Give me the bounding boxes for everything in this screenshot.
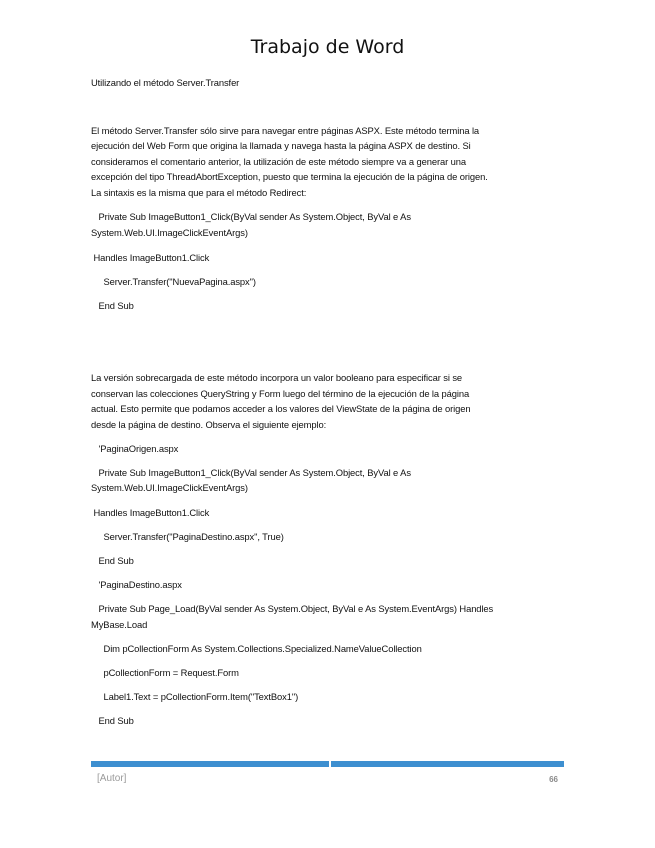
paragraph-2-line-3: actual. Esto permite que podamos acceder a los valores del ViewState de la página de origen — [91, 403, 471, 414]
paragraph-2-line-2: conservan las colecciones QueryString y Form luego del término de la ejecución de la página — [91, 388, 470, 399]
code2-dim: Dim pCollectionForm As System.Collections.Specialized.NameValueCollection — [91, 643, 422, 654]
code2-transfer: Server.Transfer("PaginaDestino.aspx", True) — [91, 531, 284, 542]
paragraph-1-line-3: consideramos el comentario anterior, la utilización de este método siempre va a generar una — [91, 156, 466, 167]
code2-end-sub: End Sub — [91, 555, 134, 566]
paragraph-2-line-4: desde la página de destino. Observa el siguiente ejemplo: — [91, 419, 327, 430]
code2-end-sub-2: End Sub — [91, 715, 134, 726]
code2-sub-line-2: System.Web.UI.ImageClickEventArgs) — [91, 482, 248, 493]
paragraph-1-line-5: La sintaxis es la misma que para el método Redirect: — [91, 187, 307, 198]
code2-load-line-1: Private Sub Page_Load(ByVal sender As System.Object, ByVal e As System.EventArgs) Handles — [91, 603, 494, 614]
paragraph-1-line-4: excepción del tipo ThreadAbortException, puesto que termina la ejecución de la página de origen. — [91, 171, 488, 182]
footer-rule-right — [331, 761, 564, 767]
footer-author: [Autor] — [97, 773, 127, 784]
paragraph-1-line-1: El método Server.Transfer sólo sirve para navegar entre páginas ASPX. Este método termina la — [91, 125, 480, 136]
code1-transfer: Server.Transfer("NuevaPagina.aspx") — [91, 276, 256, 287]
paragraph-1-line-2: ejecución del Web Form que origina la llamada y navega hasta la página ASPX de destino. Si — [91, 140, 471, 151]
code1-end-sub: End Sub — [91, 300, 134, 311]
code2-comment-dest: 'PaginaDestino.aspx — [91, 579, 182, 590]
code2-handles: Handles ImageButton1.Click — [91, 507, 210, 518]
page-title: Trabajo de Word — [250, 36, 405, 58]
section-heading: Utilizando el método Server.Transfer — [91, 77, 240, 88]
code2-comment-origin: 'PaginaOrigen.aspx — [91, 443, 179, 454]
code2-load-line-2: MyBase.Load — [91, 619, 148, 630]
footer-rule-left — [91, 761, 329, 767]
code1-handles: Handles ImageButton1.Click — [91, 252, 210, 263]
code1-sub-line-1: Private Sub ImageButton1_Click(ByVal sender As System.Object, ByVal e As — [91, 211, 411, 222]
paragraph-2-line-1: La versión sobrecargada de este método incorpora un valor booleano para especificar si se — [91, 372, 463, 383]
code1-sub-line-2: System.Web.UI.ImageClickEventArgs) — [91, 227, 248, 238]
footer-page-number: 66 — [549, 775, 558, 784]
code2-sub-line-1: Private Sub ImageButton1_Click(ByVal sender As System.Object, ByVal e As — [91, 467, 411, 478]
code2-assign: pCollectionForm = Request.Form — [91, 667, 239, 678]
code2-label: Label1.Text = pCollectionForm.Item("TextBox1") — [91, 691, 299, 702]
